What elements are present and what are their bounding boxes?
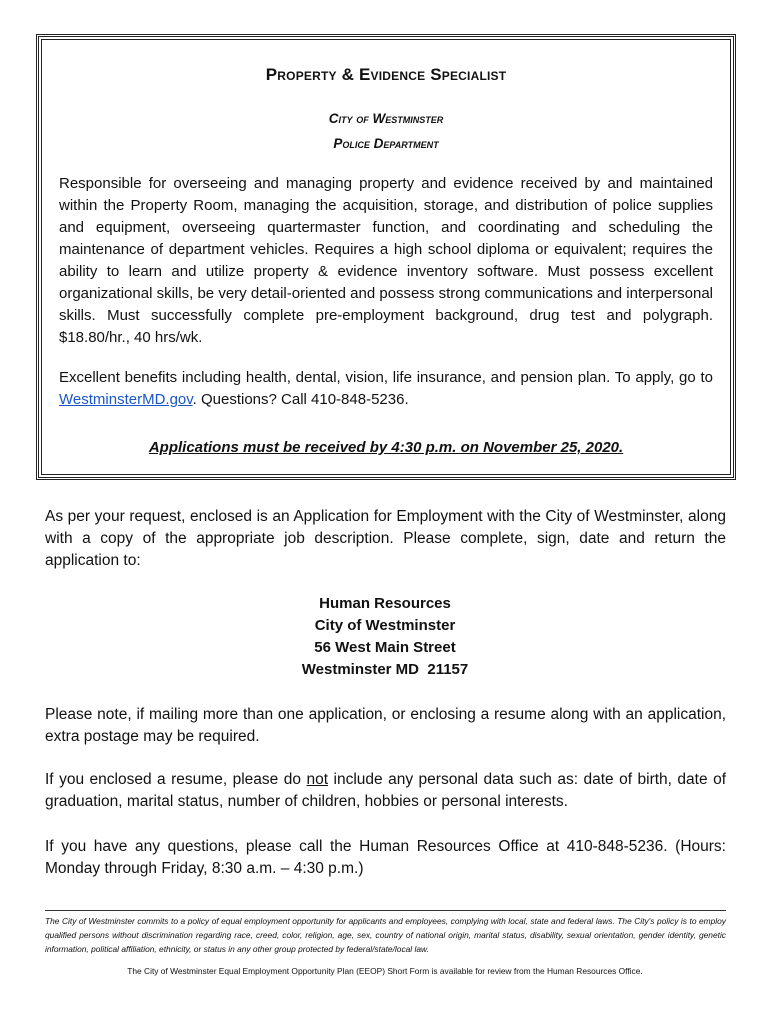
job-posting-box — [36, 34, 736, 480]
eeo-policy-statement: The City of Westminster commits to a policy of equal employment opportunity for applicants and employees, complying with local, state and federal laws. The City's policy is to employ qualified persons without discrimination regarding race, creed, color, religion, age, sex, country of national origin, marital status, disability, sexual orientation, gender identity, genetic information, political affiliation, ethnicity, or status in any other group protected by federal/state/local law. — [45, 916, 726, 954]
city-name: City of Westminster — [328, 111, 444, 126]
address-line-1: Human Resources — [319, 595, 451, 612]
benefits-contact: . Questions? Call 410-848-5236. — [192, 391, 409, 408]
department-name: Police Department — [333, 136, 439, 151]
resume-note-end: include any personal data such as: date of birth, date of graduation, marital status, number of children, hobbies or personal interests. — [45, 771, 726, 810]
address-line-3: 56 West Main Street — [314, 639, 456, 656]
benefits-text: Excellent benefits including health, dental, vision, life insurance, and pension plan. To apply, go to — [59, 369, 713, 386]
mailing-address — [0, 593, 770, 681]
job-description: Responsible for overseeing and managing property and evidence received by and maintained within the Property Room, managing the acquisition, storage, and distribution of police supplies and equipment, overseeing quartermaster function, and coordinating and scheduling the maintenance of department vehicles. Requires a high school diploma or equivalent; requires the ability to learn and utilize property & evidence inventory software. Must possess excellent organizational skills, be very detail-oriented and possess strong communications and interpersonal skills. Must successfully complete pre-employment background, drug test and polygraph. $18.80/hr., 40 hrs/wk. — [59, 175, 713, 346]
application-deadline — [39, 439, 733, 456]
deadline-period: . — [619, 439, 624, 456]
mailing-note: Please note, if mailing more than one application, or enclosing a resume along with an application, extra postage may be required. — [45, 706, 726, 745]
website-link[interactable]: WestminsterMD.gov — [59, 391, 193, 408]
resume-note-emphasis: not — [306, 771, 329, 788]
questions-note: If you have any questions, please call the Human Resources Office at 410-848-5236. (Hours: Monday through Friday, 8:30 a.m. – 4:30 p.m.) — [45, 838, 726, 877]
footer-divider — [45, 910, 726, 911]
intro-paragraph: As per your request, enclosed is an Application for Employment with the City of Westminster, along with a copy of the appropriate job description. Please complete, sign, date and return the application to: — [45, 508, 726, 569]
benefits-paragraph — [59, 367, 713, 411]
job-title: Property & Evidence Specialist — [265, 65, 507, 84]
deadline-text: Applications must be received by 4:30 p.m. on November 25, 2020 — [148, 439, 619, 456]
resume-note-start: If you enclosed a resume, please do — [45, 771, 307, 788]
address-line-4: Westminster MD 21157 — [301, 661, 469, 678]
resume-note — [45, 769, 726, 813]
address-line-2: City of Westminster — [314, 617, 456, 634]
eeop-note: The City of Westminster Equal Employment Opportunity Plan (EEOP) Short Form is available for review from the Human Resources Office. — [127, 966, 643, 976]
